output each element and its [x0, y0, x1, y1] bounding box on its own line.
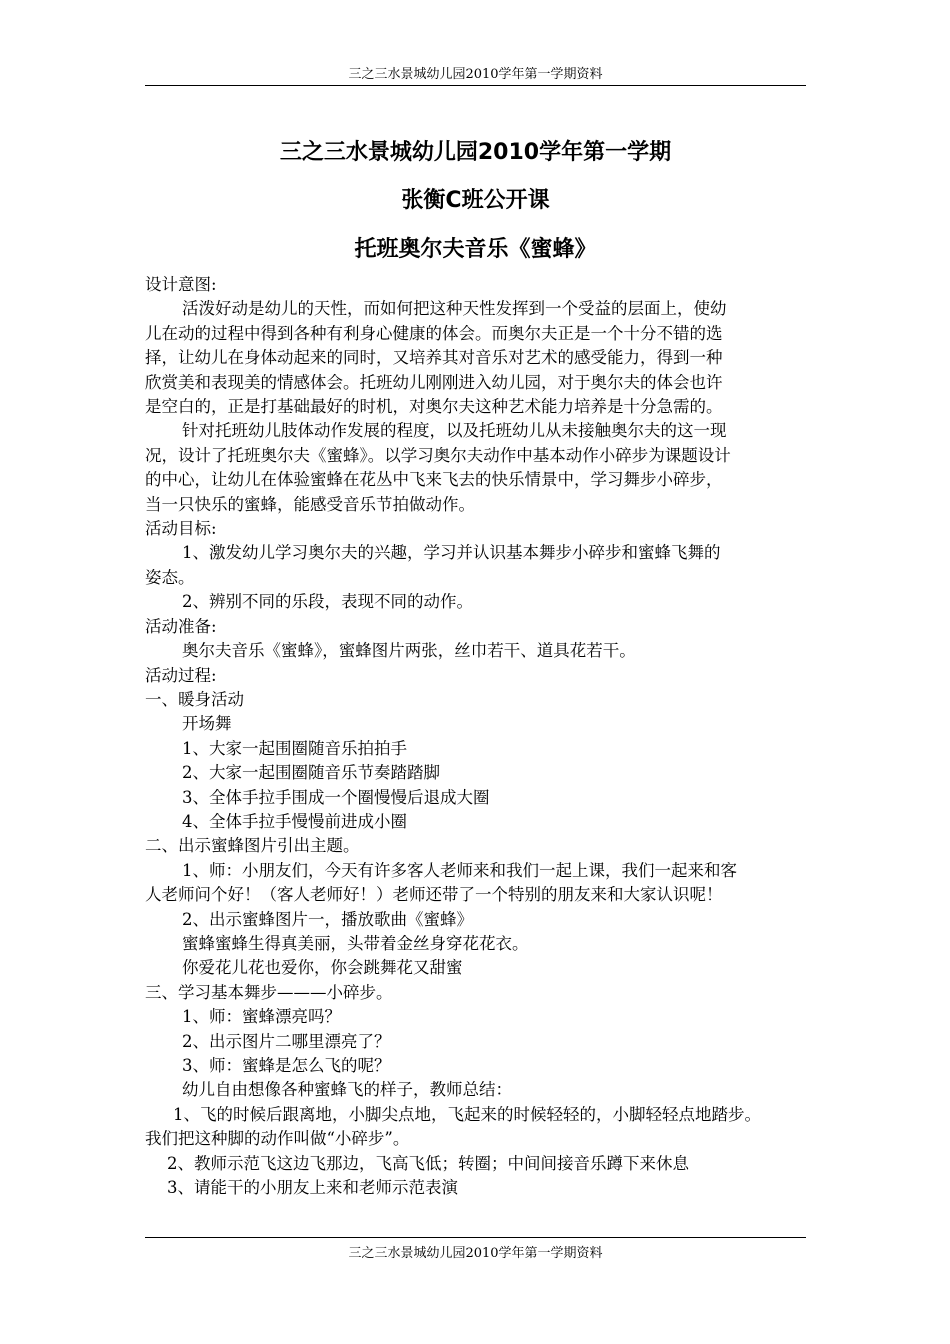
step-item: 1、师：小朋友们，今天有许多客人老师来和我们一起上课，我们一起来和客 — [182, 860, 737, 880]
step-item: 1、飞的时候后跟离地，小脚尖点地，飞起来的时候轻轻的，小脚轻轻点地踏步。 — [173, 1104, 761, 1124]
lesson-title: 托班奥尔夫音乐《蜜蜂》 — [354, 237, 597, 262]
paragraph-line: 是空白的，正是打基础最好的时机，对奥尔夫这种艺术能力培养是十分急需的。 — [145, 397, 723, 417]
section-heading-process: 活动过程: — [145, 665, 217, 685]
step-item: 1、大家一起围圈随音乐拍拍手 — [182, 738, 407, 758]
step-heading: 二、出示蜜蜂图片引出主题。 — [145, 836, 360, 856]
paragraph-line: 儿在动的过程中得到各种有利身心健康的体会。而奥尔夫正是一个十分不错的选 — [145, 323, 723, 343]
paragraph-line: 的中心，让幼儿在体验蜜蜂在花丛中飞来飞去的快乐情景中，学习舞步小碎步， — [145, 470, 723, 490]
page-footer: 三之三水景城幼儿园2010学年第一学期资料 — [348, 1246, 603, 1261]
step-item: 2、出示蜜蜂图片一，播放歌曲《蜜蜂》 — [182, 909, 473, 929]
header-rule — [145, 85, 806, 86]
step-item: 3、师：蜜蜂是怎么飞的呢？ — [182, 1056, 391, 1075]
step-item: 3、请能干的小朋友上来和老师示范表演 — [167, 1178, 458, 1198]
section-heading-design: 设计意图: — [145, 275, 217, 294]
song-lyric: 你爱花儿花也爱你，你会跳舞花又甜蜜 — [182, 958, 463, 978]
goal-item-continued: 姿态。 — [145, 567, 195, 587]
doc-title: 三之三水景城幼儿园2010学年第一学期 — [279, 140, 672, 165]
step-item-continued: 我们把这种脚的动作叫做“小碎步”。 — [145, 1129, 410, 1149]
paragraph-line: 择，让幼儿在身体动起来的同时，又培养其对音乐对艺术的感受能力，得到一种 — [145, 348, 723, 368]
song-lyric: 蜜蜂蜜蜂生得真美丽，头带着金丝身穿花花衣。 — [182, 933, 529, 953]
step-item-continued: 人老师问个好！（客人老师好！）老师还带了一个特别的朋友来和大家认识呢！ — [145, 885, 723, 905]
section-heading-goals: 活动目标: — [145, 519, 217, 539]
preparation-text: 奥尔夫音乐《蜜蜂》，蜜蜂图片两张，丝巾若干、道具花若干。 — [182, 641, 636, 661]
page-header: 三之三水景城幼儿园2010学年第一学期资料 — [348, 67, 603, 82]
step-heading: 一、暖身活动 — [145, 689, 244, 709]
doc-subtitle: 张衡C班公开课 — [401, 188, 550, 213]
paragraph-line: 况，设计了托班奥尔夫《蜜蜂》。以学习奥尔夫动作中基本动作小碎步为课题设计 — [145, 445, 731, 465]
step-item: 4、全体手拉手慢慢前进成小圈 — [182, 811, 407, 831]
section-heading-preparation: 活动准备: — [145, 616, 217, 636]
paragraph-line: 当一只快乐的蜜蜂，能感受音乐节拍做动作。 — [145, 494, 475, 514]
step-subheading: 开场舞 — [182, 714, 232, 734]
step-item: 3、全体手拉手围成一个圈慢慢后退成大圈 — [182, 787, 490, 807]
step-item: 2、大家一起围圈随音乐节奏踏踏脚 — [182, 763, 440, 783]
paragraph-line: 欣赏美和表现美的情感体会。托班幼儿刚刚进入幼儿园，对于奥尔夫的体会也许 — [145, 372, 723, 392]
footer-rule — [145, 1237, 806, 1238]
step-heading: 三、学习基本舞步———小碎步。 — [145, 982, 393, 1002]
step-text: 幼儿自由想像各种蜜蜂飞的样子，教师总结： — [182, 1080, 512, 1100]
paragraph-line: 针对托班幼儿肢体动作发展的程度，以及托班幼儿从未接触奥尔夫的这一现 — [182, 421, 727, 441]
step-item: 2、出示图片二哪里漂亮了？ — [182, 1031, 391, 1051]
goal-item: 1、激发幼儿学习奥尔夫的兴趣，学习并认识基本舞步小碎步和蜜蜂飞舞的 — [182, 543, 721, 563]
document-body — [145, 273, 813, 1200]
paragraph-line: 活泼好动是幼儿的天性，而如何把这种天性发挥到一个受益的层面上，使幼 — [182, 299, 727, 319]
goal-item: 2、辨别不同的乐段，表现不同的动作。 — [182, 592, 473, 612]
step-item: 2、教师示范飞这边飞那边，飞高飞低；转圈；中间间接音乐蹲下来休息 — [167, 1153, 689, 1173]
step-item: 1、师：蜜蜂漂亮吗？ — [182, 1007, 341, 1027]
